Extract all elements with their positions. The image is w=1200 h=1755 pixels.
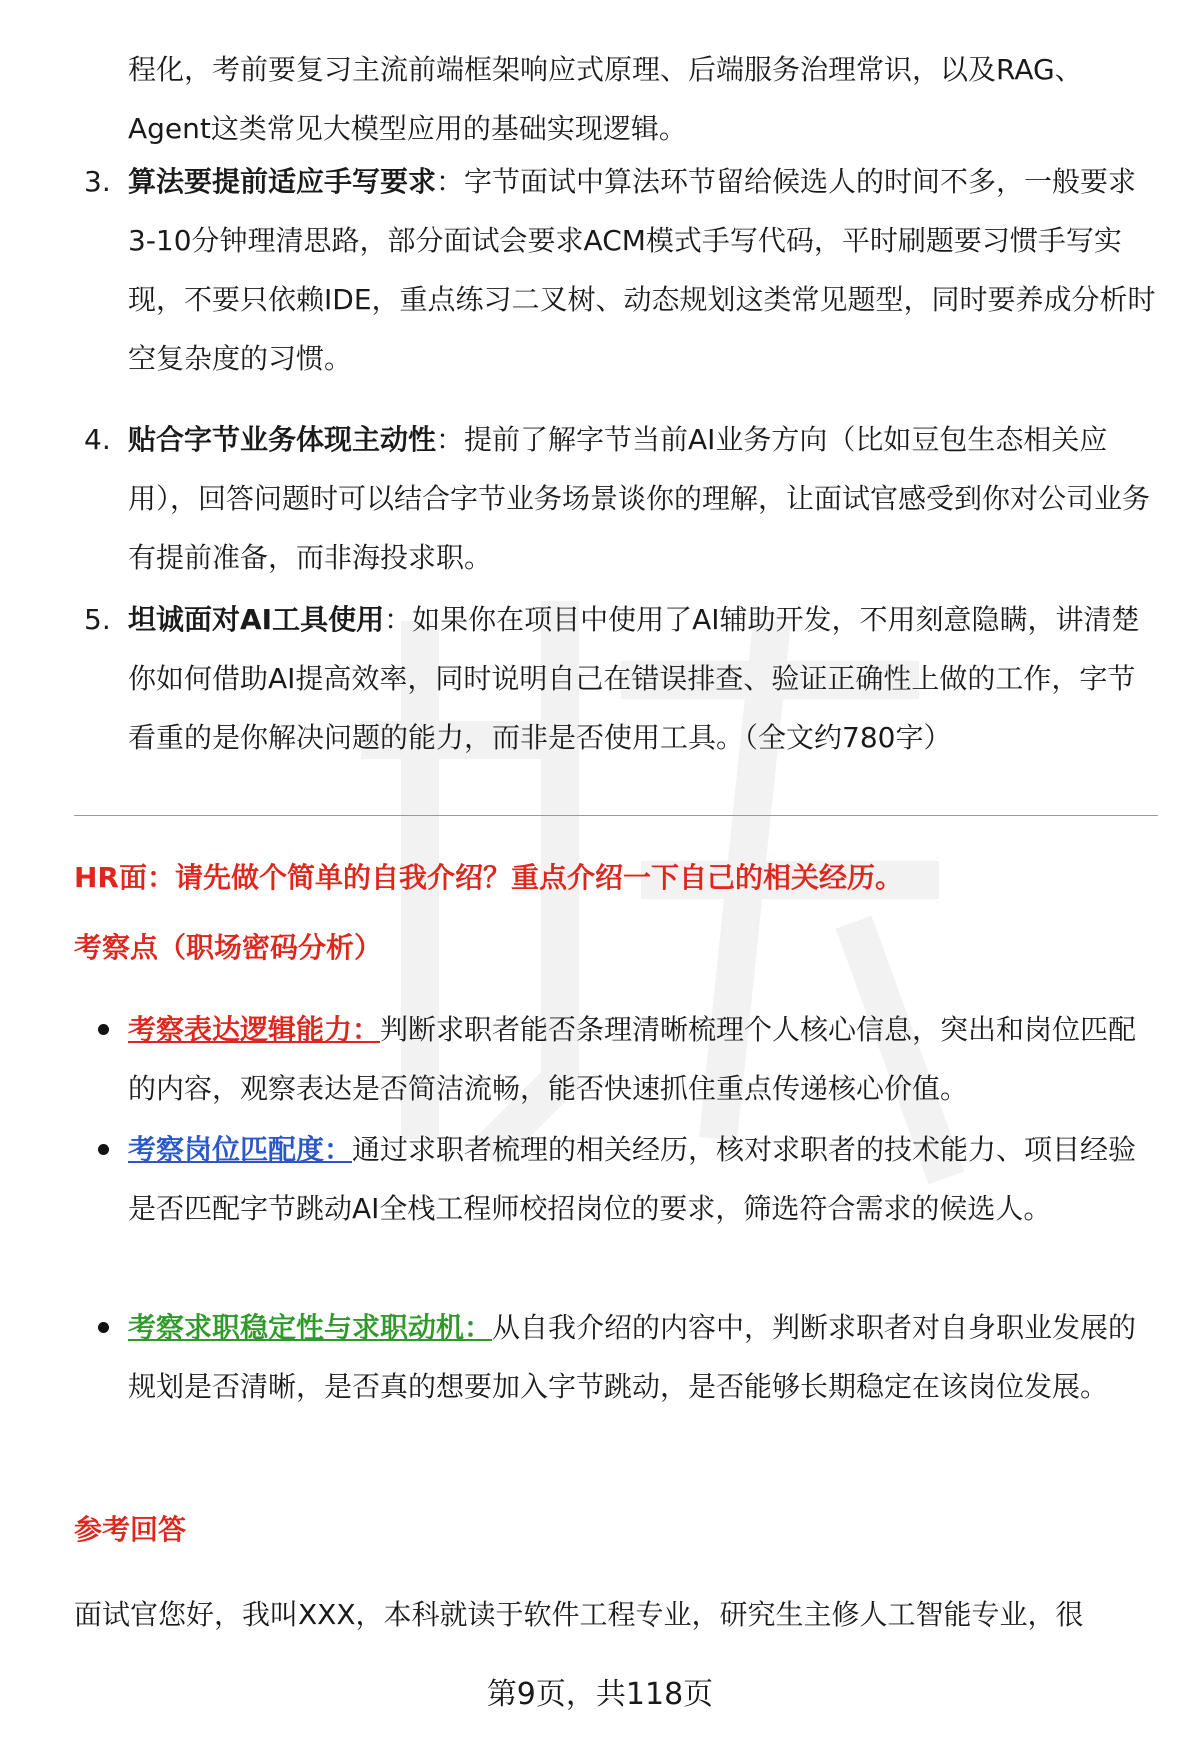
reference-answer-text: 面试官您好，我叫XXX，本科就读于软件工程专业，研究生主修人工智能专业，很: [74, 1598, 1084, 1631]
assessment-points-heading: 考察点（职场密码分析）: [74, 931, 383, 964]
tip-4: [128, 410, 1158, 587]
tip-5: [128, 590, 1158, 767]
tip-5-text: ：如果你在项目中使用了AI辅助开发，不用刻意隐瞒，讲清楚你如何借助AI提高效率，同时说明自己在错误排查、验证正确性上做的工作，字节看重的是你解决问题的能力，而非是否使用工具。（全文约780字）: [128, 603, 1140, 754]
bullet-dot: [98, 1322, 109, 1333]
tip-5-number: 5.: [84, 603, 111, 636]
tip-3-text: ：字节面试中算法环节留给候选人的时间不多，一般要求3-10分钟理清思路，部分面试会要求ACM模式手写代码，平时刷题要习惯手写实现，不要只依赖IDE，重点练习二叉树、动态规划这类常见题型，同时要养成分析时空复杂度的习惯。: [128, 165, 1156, 375]
hr-question-heading: HR面：请先做个简单的自我介绍？重点介绍一下自己的相关经历。: [74, 861, 903, 894]
assessment-point-3-text: 从自我介绍的内容中，判断求职者对自身职业发展的规划是否清晰，是否真的想要加入字节跳动，是否能够长期稳定在该岗位发展。: [128, 1311, 1137, 1403]
bullet-dot: [98, 1144, 109, 1155]
page-number-footer: 第9页，共118页: [486, 1677, 714, 1712]
tip-4-text: ：提前了解字节当前AI业务方向（比如豆包生态相关应用），回答问题时可以结合字节业务场景谈你的理解，让面试官感受到你对公司业务有提前准备，而非海投求职。: [128, 423, 1151, 574]
assessment-point-2: [128, 1120, 1158, 1238]
bullet-dot: [98, 1024, 109, 1035]
tip-5-title: 坦诚面对AI工具使用: [128, 603, 385, 636]
tip-3-title: 算法要提前适应手写要求: [128, 165, 437, 198]
reference-answer-heading: 参考回答: [74, 1513, 187, 1546]
assessment-point-2-text: 通过求职者梳理的相关经历，核对求职者的技术能力、项目经验是否匹配字节跳动AI全栈工程师校招岗位的要求，筛选符合需求的候选人。: [128, 1133, 1137, 1225]
tip-4-title: 贴合字节业务体现主动性: [128, 423, 437, 456]
tip-2-continuation: 程化，考前要复习主流前端框架响应式原理、后端服务治理常识，以及RAG、Agent这类常见大模型应用的基础实现逻辑。: [128, 53, 1083, 145]
assessment-point-1-label: 考察表达逻辑能力：: [128, 1013, 381, 1046]
section-divider: [74, 815, 1158, 816]
assessment-point-2-label: 考察岗位匹配度：: [128, 1133, 353, 1166]
assessment-point-3: [128, 1298, 1158, 1416]
tip-3-number: 3.: [84, 165, 111, 198]
tip-3: [128, 152, 1158, 388]
tip-4-number: 4.: [84, 423, 111, 456]
assessment-point-1: [128, 1000, 1158, 1118]
assessment-point-3-label: 考察求职稳定性与求职动机：: [128, 1311, 493, 1344]
assessment-point-1-text: 判断求职者能否条理清晰梳理个人核心信息，突出和岗位匹配的内容，观察表达是否简洁流畅，能否快速抓住重点传递核心价值。: [128, 1013, 1137, 1105]
